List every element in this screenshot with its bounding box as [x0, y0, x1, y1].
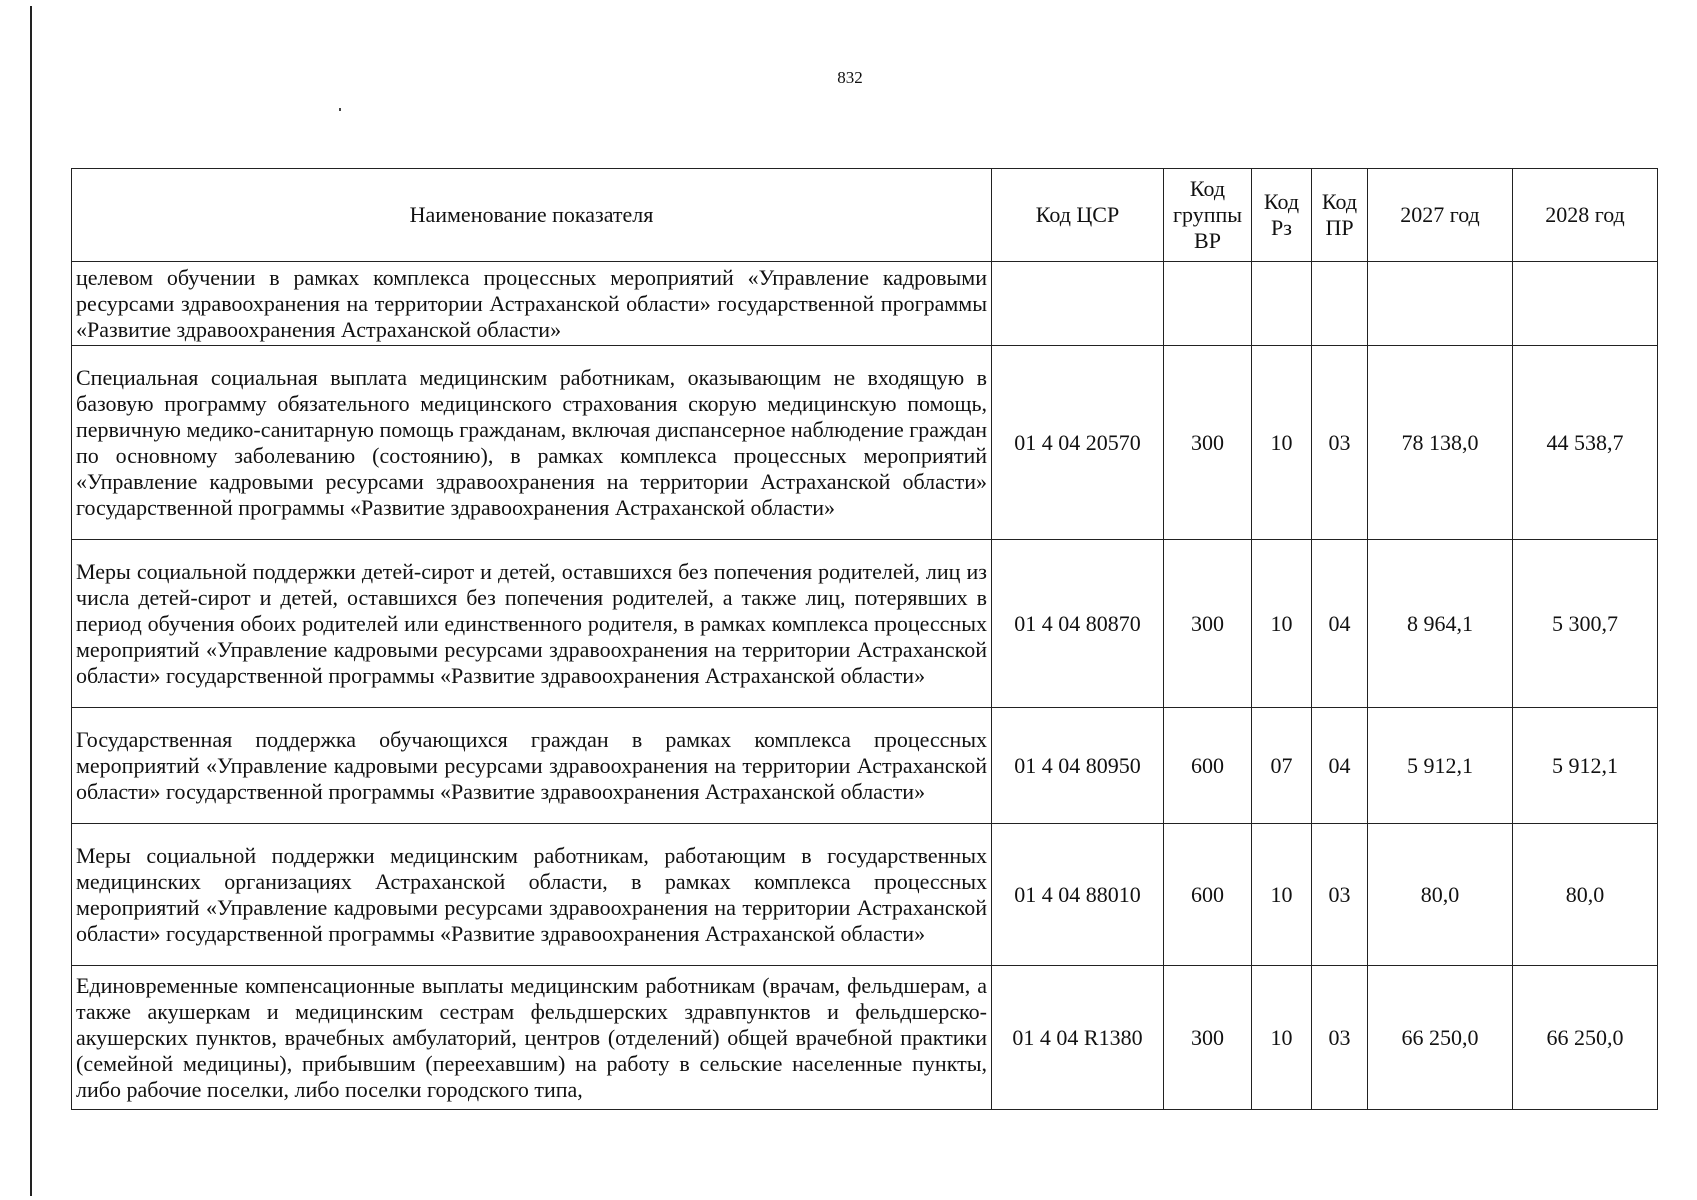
row-2028: 80,0: [1513, 824, 1658, 966]
table-row: [72, 824, 1658, 966]
row-csr: 01 4 04 80870: [992, 540, 1164, 708]
row-rz: [1252, 262, 1312, 346]
table-row: [72, 262, 1658, 346]
row-rz: 10: [1252, 966, 1312, 1110]
header-csr: Код ЦСР: [992, 169, 1164, 262]
row-vr: 300: [1164, 540, 1252, 708]
row-name: Меры социальной поддержки детей-сирот и детей, оставшихся без попечения родителей, лиц из числа детей-сирот и детей, оставшихся без попечения родителей, а также лиц, потерявших в период обучения обоих родителей или единственного родителя, в рамках комплекса процессных мероприятий «Управление кадровыми ресурсами здравоохранения на территории Астраханской области» государственной программы «Развитие здравоохранения Астраханской области»: [72, 540, 992, 708]
row-csr: 01 4 04 20570: [992, 346, 1164, 540]
row-2027: 78 138,0: [1368, 346, 1513, 540]
row-pr: 04: [1312, 708, 1368, 824]
row-2028: 66 250,0: [1513, 966, 1658, 1110]
table-header-row: [72, 169, 1658, 262]
row-vr: 600: [1164, 708, 1252, 824]
page-number: 832: [837, 68, 863, 87]
table-row: [72, 346, 1658, 540]
row-pr: [1312, 262, 1368, 346]
budget-table: [71, 168, 1658, 1110]
row-csr: 01 4 04 88010: [992, 824, 1164, 966]
row-2028: [1513, 262, 1658, 346]
header-rz: Код Рз: [1252, 169, 1312, 262]
row-2028: 5 300,7: [1513, 540, 1658, 708]
row-csr: 01 4 04 R1380: [992, 966, 1164, 1110]
row-vr: [1164, 262, 1252, 346]
row-name: Специальная социальная выплата медицинским работникам, оказывающим не входящую в базовую программу обязательного медицинского страхования скорую медицинскую помощь, первичную медико-санитарную помощь гражданам, включая диспансерное наблюдение граждан по основному заболеванию (состоянию), в рамках комплекса процессных мероприятий «Управление кадровыми ресурсами здравоохранения на территории Астраханской области» государственной программы «Развитие здравоохранения Астраханской области»: [72, 346, 992, 540]
row-csr: 01 4 04 80950: [992, 708, 1164, 824]
row-csr: [992, 262, 1164, 346]
header-vr: Код группы ВР: [1164, 169, 1252, 262]
row-vr: 300: [1164, 346, 1252, 540]
row-pr: 03: [1312, 346, 1368, 540]
row-rz: 10: [1252, 540, 1312, 708]
row-2028: 5 912,1: [1513, 708, 1658, 824]
scan-speck: [339, 108, 341, 111]
row-rz: 07: [1252, 708, 1312, 824]
header-2027: 2027 год: [1368, 169, 1513, 262]
row-pr: 03: [1312, 824, 1368, 966]
header-name: Наименование показателя: [72, 169, 992, 262]
header-2028: 2028 год: [1513, 169, 1658, 262]
row-name: Единовременные компенсационные выплаты медицинским работникам (врачам, фельдшерам, а также акушеркам и медицинским сестрам фельдшерских здравпунктов и фельдшерско-акушерских пунктов, врачебных амбулаторий, центров (отделений) общей врачебной практики (семейной медицины), прибывшим (переехавшим) на работу в сельские населенные пункты, либо рабочие поселки, либо поселки городского типа,: [72, 966, 992, 1110]
table-row: [72, 540, 1658, 708]
table-row: [72, 708, 1658, 824]
row-name: Меры социальной поддержки медицинским работникам, работающим в государственных медицинских организациях Астраханской области, в рамках комплекса процессных мероприятий «Управление кадровыми ресурсами здравоохранения на территории Астраханской области» государственной программы «Развитие здравоохранения Астраханской области»: [72, 824, 992, 966]
row-pr: 03: [1312, 966, 1368, 1110]
left-margin-line: [30, 6, 32, 1196]
row-rz: 10: [1252, 824, 1312, 966]
row-pr: 04: [1312, 540, 1368, 708]
row-2027: [1368, 262, 1513, 346]
row-2027: 66 250,0: [1368, 966, 1513, 1110]
row-name: Государственная поддержка обучающихся граждан в рамках комплекса процессных мероприятий «Управление кадровыми ресурсами здравоохранения на территории Астраханской области» государственной программы «Развитие здравоохранения Астраханской области»: [72, 708, 992, 824]
header-pr: Код ПР: [1312, 169, 1368, 262]
row-vr: 300: [1164, 966, 1252, 1110]
row-2027: 8 964,1: [1368, 540, 1513, 708]
row-2028: 44 538,7: [1513, 346, 1658, 540]
row-vr: 600: [1164, 824, 1252, 966]
row-rz: 10: [1252, 346, 1312, 540]
row-2027: 80,0: [1368, 824, 1513, 966]
row-2027: 5 912,1: [1368, 708, 1513, 824]
table-row: [72, 966, 1658, 1110]
row-name: целевом обучении в рамках комплекса процессных мероприятий «Управление кадровыми ресурсами здравоохранения на территории Астраханской области» государственной программы «Развитие здравоохранения Астраханской области»: [72, 262, 992, 346]
